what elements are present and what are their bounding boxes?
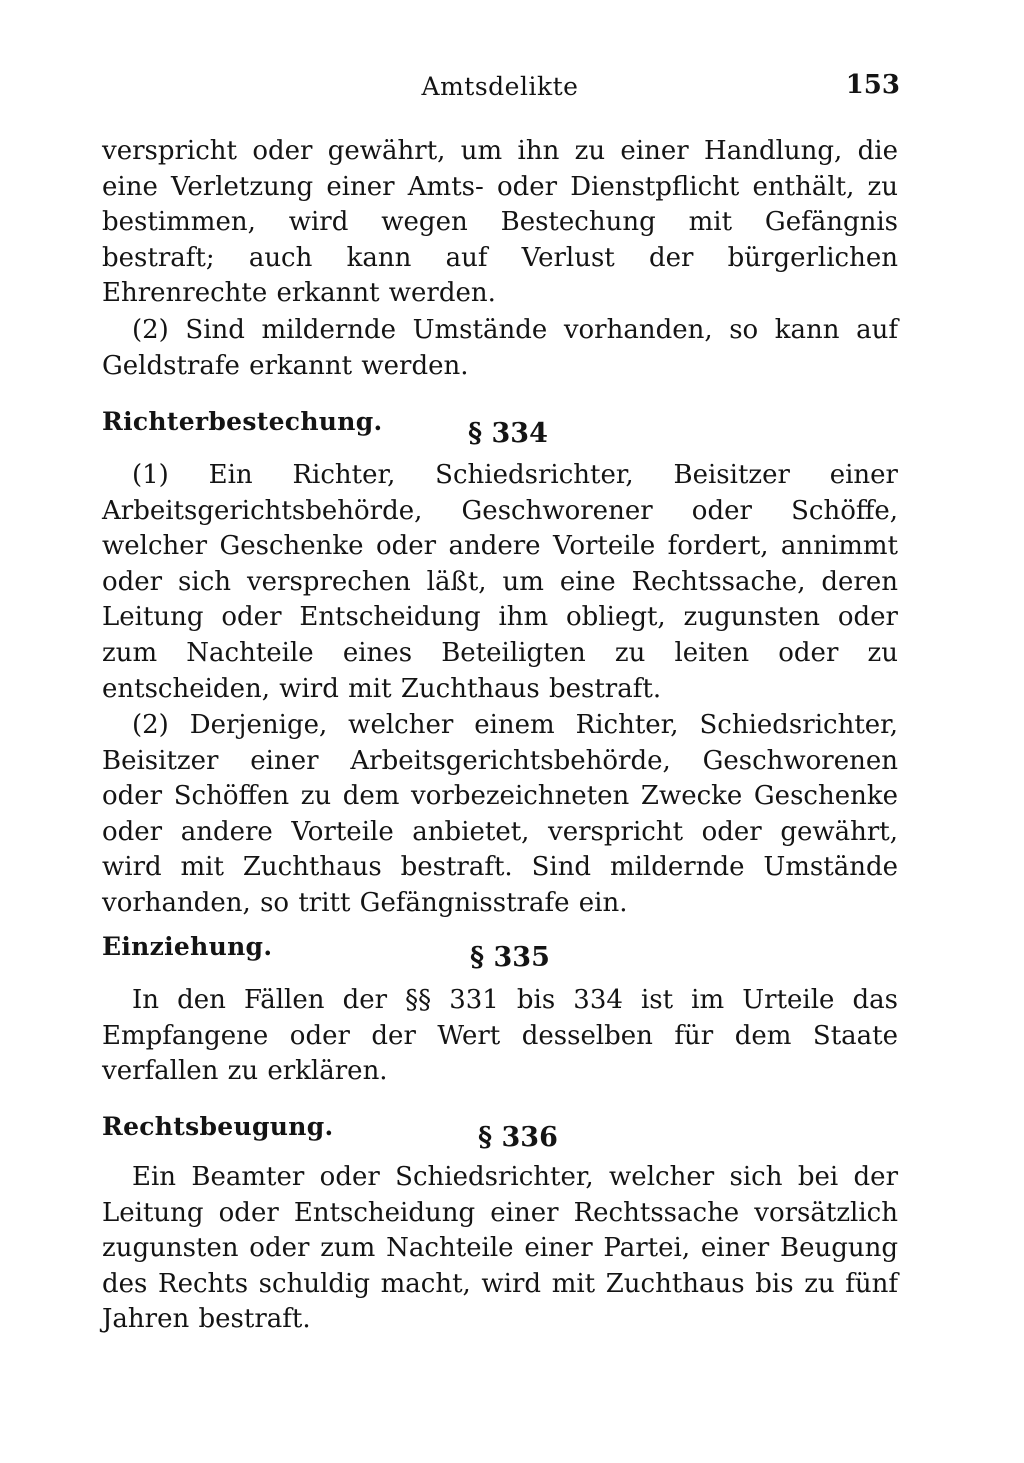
continuation-paragraph: verspricht oder gewährt, um ihn zu einer Handlung, die eine Verletzung einer Amts- oder Dienstpflicht enthält, zu bestimmen, wird wegen Bestechung mit Gefängnis bestraft; auch kann auf Verlust der bürgerlichen Ehrenrechte erkannt werden. — [102, 136, 898, 309]
section-number-335: § 335 — [470, 942, 550, 973]
running-title: Amtsdelikte — [421, 72, 579, 101]
section-heading-336: Rechtsbeugung. — [102, 1112, 334, 1141]
continuation-paragraph-2: (2) Sind mildernde Umstände vorhanden, so kann auf Geldstrafe erkannt werden. — [102, 315, 898, 381]
running-head — [100, 70, 900, 106]
section-heading-334: Richterbestechung. — [102, 407, 383, 436]
section-number-334: § 334 — [468, 418, 548, 449]
section-334-paragraph-2: (2) Derjenige, welcher einem Richter, Schiedsrichter, Beisitzer einer Arbeitsgerichtsbehörde, Geschworenen oder Schöffen zu dem vorbezeichneten Zwecke Geschenke oder andere Vorteile anbietet, verspricht oder gewährt, wird mit Zuchthaus bestraft. Sind mildernde Umstände vorhanden, so tritt Gefängnisstrafe ein. — [102, 710, 898, 918]
section-335-paragraph: In den Fällen der §§ 331 bis 334 ist im Urteile das Empfangene oder der Wert desselben für dem Staate verfallen zu erklären. — [102, 985, 898, 1087]
section-336-paragraph: Ein Beamter oder Schiedsrichter, welcher sich bei der Leitung oder Entscheidung einer Rechtssache vorsätzlich zugunsten oder zum Nachteile einer Partei, einer Beugung des Rechts schuldig macht, wird mit Zuchthaus bis zu fünf Jahren bestraft. — [102, 1162, 898, 1335]
section-number-336: § 336 — [478, 1122, 558, 1153]
section-334-paragraph-1: (1) Ein Richter, Schiedsrichter, Beisitzer einer Arbeitsgerichtsbehörde, Geschworener oder Schöffe, welcher Geschenke oder andere Vorteile fordert, annimmt oder sich versprechen läßt, um eine Rechtssache, deren Leitung oder Entscheidung ihm obliegt, zugunsten oder zum Nachteile eines Beteiligten zu leiten oder zu entscheiden, wird mit Zuchthaus bestraft. — [102, 460, 898, 704]
section-heading-335: Einziehung. — [102, 932, 273, 961]
page-number: 153 — [845, 70, 900, 100]
